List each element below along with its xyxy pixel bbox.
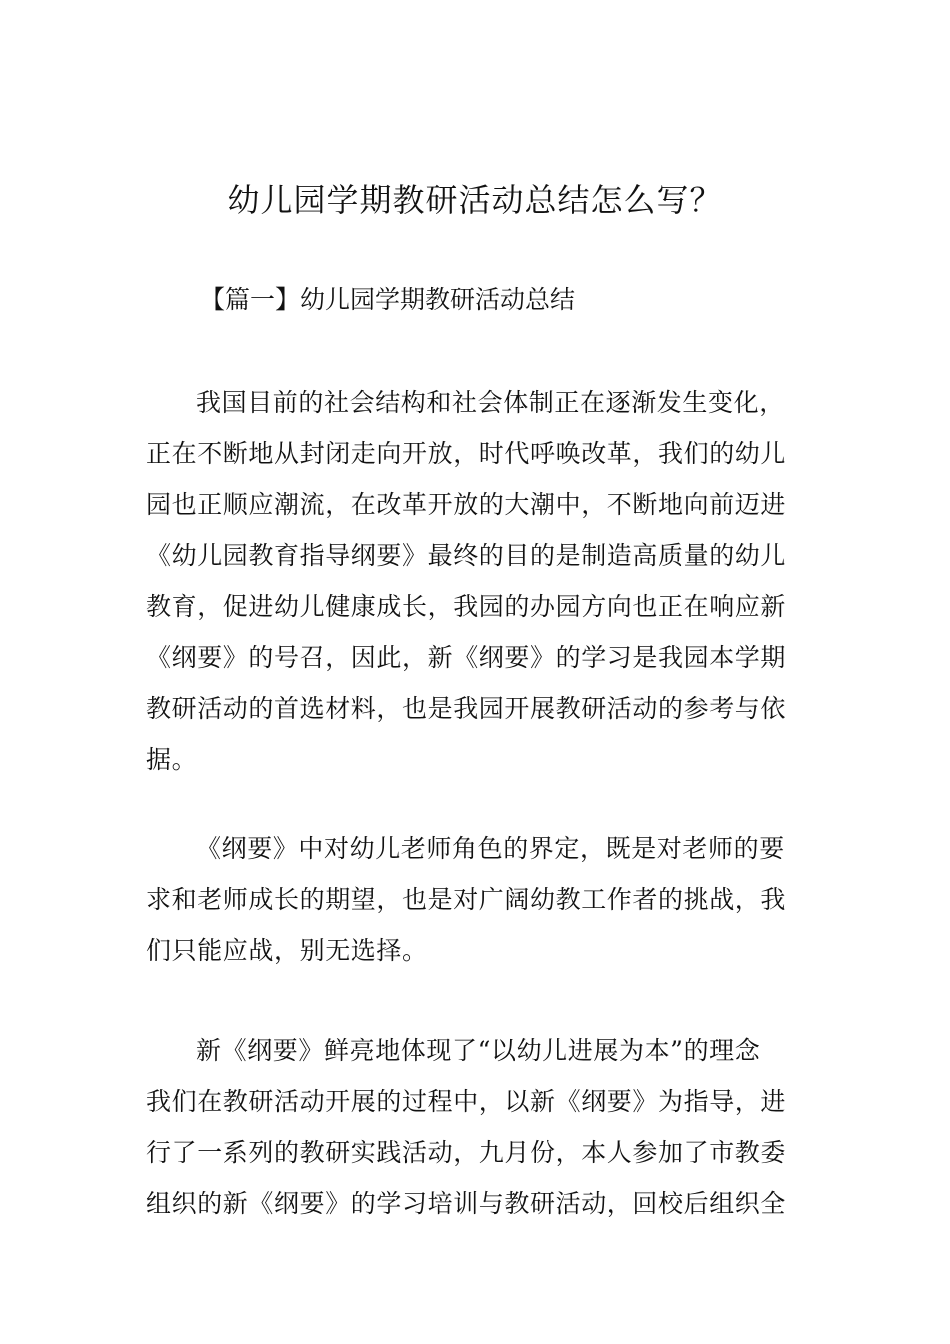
paragraph-line: 园也正顺应潮流，在改革开放的大潮中，不断地向前迈进 [146, 490, 787, 519]
paragraph-line: 新《纲要》鲜亮地体现了“以幼儿进展为本”的理念 [196, 1036, 761, 1065]
paragraph-line: 《纲要》中对幼儿老师角色的界定，既是对老师的要 [196, 834, 785, 863]
paragraph-line: 组织的新《纲要》的学习培训与教研活动，回校后组织全 [146, 1189, 787, 1218]
paragraph-3 [146, 1025, 811, 1229]
section-heading: 【篇一】幼儿园学期教研活动总结 [200, 285, 576, 314]
document-title: 幼儿园学期教研活动总结怎么写？ [227, 181, 723, 219]
paragraph-1 [146, 377, 811, 785]
paragraph-line: 们只能应战，别无选择。 [146, 936, 428, 965]
paragraph-line: 正在不断地从封闭走向开放，时代呼唤改革，我们的幼儿 [146, 439, 787, 468]
paragraph-line: 教育，促进幼儿健康成长，我园的办园方向也正在响应新 [146, 592, 787, 621]
paragraph-line: 据。 [146, 745, 198, 774]
paragraph-line: 求和老师成长的期望，也是对广阔幼教工作者的挑战，我 [146, 885, 787, 914]
paragraph-line: 教研活动的首选材料，也是我园开展教研活动的参考与依 [146, 694, 787, 723]
paragraph-line: 行了一系列的教研实践活动，九月份，本人参加了市教委 [146, 1138, 787, 1167]
paragraph-2 [146, 823, 811, 976]
paragraph-line: 《纲要》的号召，因此，新《纲要》的学习是我园本学期 [146, 643, 787, 672]
paragraph-line: 《幼儿园教育指导纲要》最终的目的是制造高质量的幼儿 [146, 541, 787, 570]
paragraph-line: 我们在教研活动开展的过程中，以新《纲要》为指导，进 [146, 1087, 787, 1116]
paragraph-line: 我国目前的社会结构和社会体制正在逐渐发生变化， [196, 388, 785, 417]
